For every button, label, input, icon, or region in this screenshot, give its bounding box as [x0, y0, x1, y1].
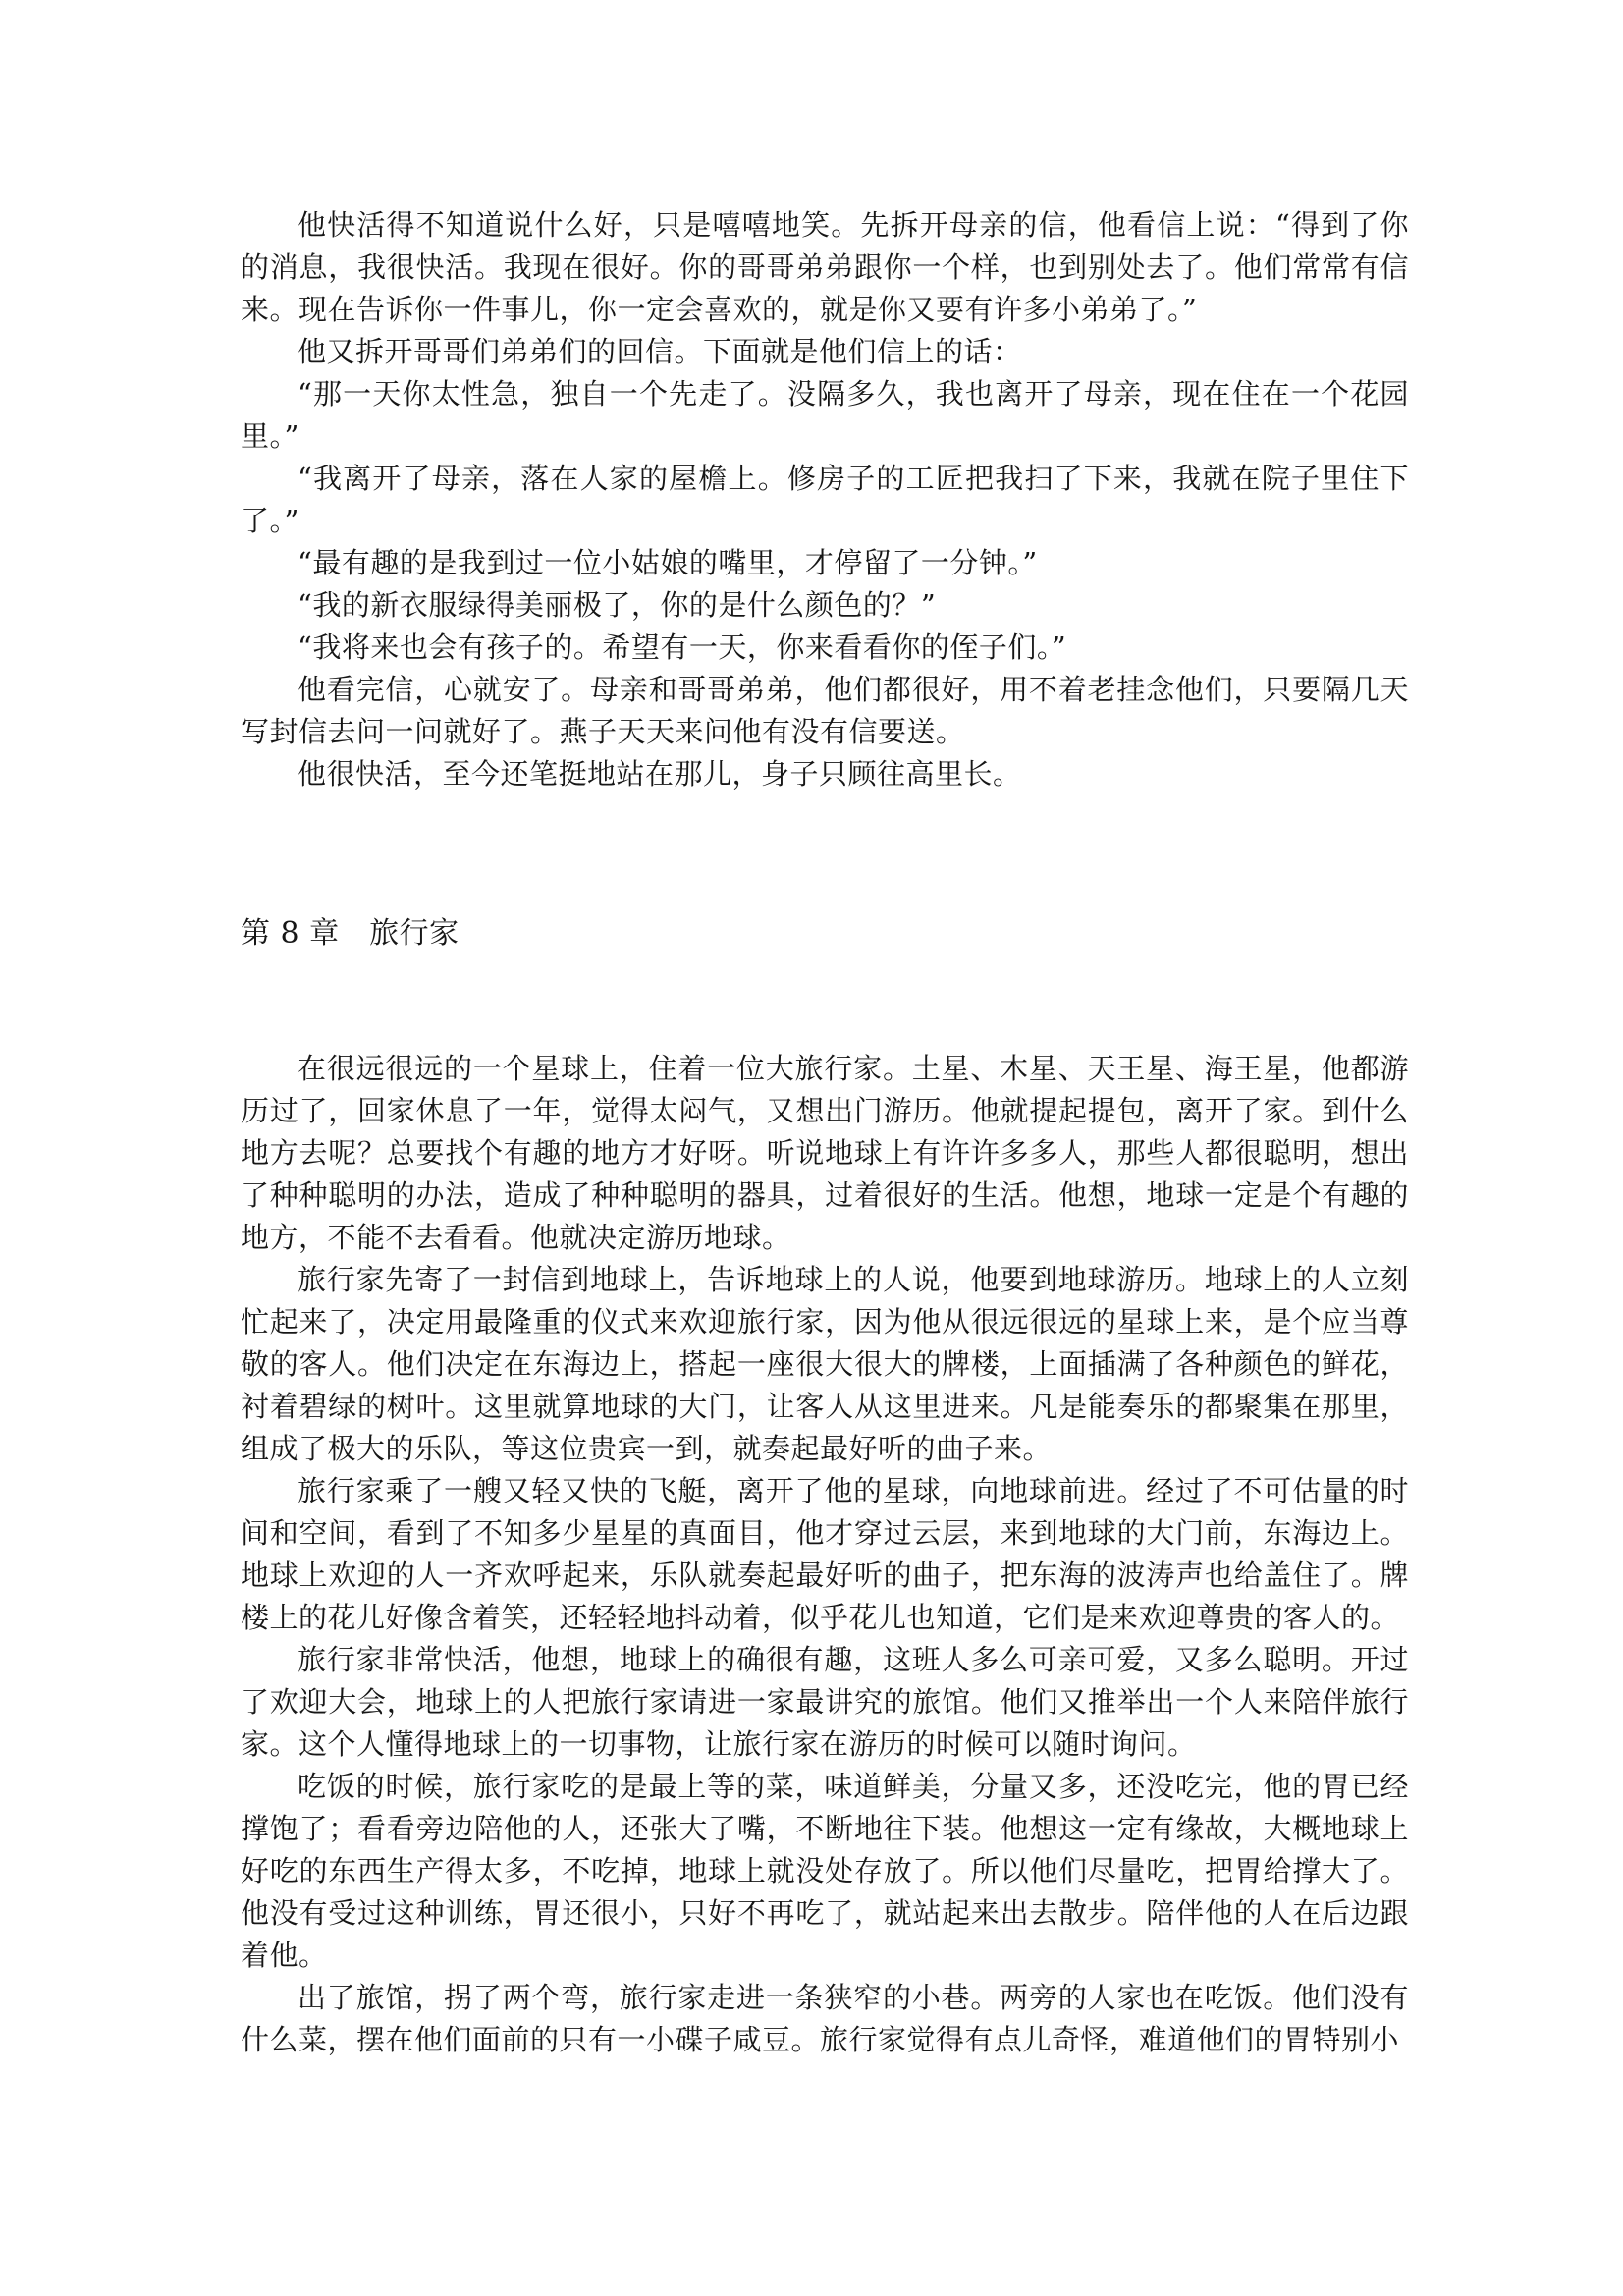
paragraph: 在很远很远的一个星球上，住着一位大旅行家。土星、木星、天王星、海王星，他都游历过了，回家休息了一年，觉得太闷气，又想出门游历。他就提起提包，离开了家。到什么地方去呢？总要找个有趣的地方才好呀。听说地球上有许许多多人，那些人都很聪明，想出了种种聪明的办法，造成了种种聪明的器具，过着很好的生活。他想，地球一定是个有趣的地方，不能不去看看。他就决定游历地球。	[241, 1052, 1409, 1254]
paragraph: 旅行家先寄了一封信到地球上，告诉地球上的人说，他要到地球游历。地球上的人立刻忙起来了，决定用最隆重的仪式来欢迎旅行家，因为他从很远很远的星球上来，是个应当尊敬的客人。他们决定在东海边上，搭起一座很大很大的牌楼，上面插满了各种颜色的鲜花，衬着碧绿的树叶。这里就算地球的大门，让客人从这里进来。凡是能奏乐的都聚集在那里，组成了极大的乐队，等这位贵宾一到，就奏起最好听的曲子来。	[241, 1263, 1409, 1465]
paragraph: “那一天你太性急，独自一个先走了。没隔多久，我也离开了母亲，现在住在一个花园里。”	[241, 377, 1409, 453]
paragraph: “我离开了母亲，落在人家的屋檐上。修房子的工匠把我扫了下来，我就在院子里住下了。”	[241, 462, 1409, 537]
paragraph: 他看完信，心就安了。母亲和哥哥弟弟，他们都很好，用不着老挂念他们，只要隔几天写封信去问一问就好了。燕子天天来问他有没有信要送。	[241, 673, 1409, 748]
paragraph: 他很快活，至今还笔挺地站在那儿，身子只顾往高里长。	[298, 757, 1022, 791]
paragraph: “最有趣的是我到过一位小姑娘的嘴里，才停留了一分钟。”	[298, 546, 1038, 579]
chapter-heading: 第 8 章 旅行家	[241, 916, 460, 951]
paragraph: “我的新衣服绿得美丽极了，你的是什么颜色的？”	[298, 588, 937, 622]
paragraph: 旅行家乘了一艘又轻又快的飞艇，离开了他的星球，向地球前进。经过了不可估量的时间和空间，看到了不知多少星星的真面目，他才穿过云层，来到地球的大门前，东海边上。地球上欢迎的人一齐欢呼起来，乐队就奏起最好听的曲子，把东海的波涛声也给盖住了。牌楼上的花儿好像含着笑，还轻轻地抖动着，似乎花儿也知道，它们是来欢迎尊贵的客人的。	[241, 1474, 1409, 1634]
paragraph: “我将来也会有孩子的。希望有一天，你来看看你的侄子们。”	[298, 630, 1067, 664]
paragraph: 他又拆开哥哥们弟弟们的回信。下面就是他们信上的话：	[298, 335, 1022, 368]
paragraph: 旅行家非常快活，他想，地球上的确很有趣，这班人多么可亲可爱，又多么聪明。开过了欢迎大会，地球上的人把旅行家请进一家最讲究的旅馆。他们又推举出一个人来陪伴旅行家。这个人懂得地球上的一切事物，让旅行家在游历的时候可以随时询问。	[241, 1643, 1409, 1761]
paragraph: 他快活得不知道说什么好，只是嘻嘻地笑。先拆开母亲的信，他看信上说：“得到了你的消息，我很快活。我现在很好。你的哥哥弟弟跟你一个样，也到别处去了。他们常常有信来。现在告诉你一件事儿，你一定会喜欢的，就是你又要有许多小弟弟了。”	[241, 208, 1409, 326]
paragraph: 吃饭的时候，旅行家吃的是最上等的菜，味道鲜美，分量又多，还没吃完，他的胃已经撑饱了；看看旁边陪他的人，还张大了嘴，不断地往下装。他想这一定有缘故，大概地球上好吃的东西生产得太多，不吃掉，地球上就没处存放了。所以他们尽量吃，把胃给撑大了。他没有受过这种训练，胃还很小，只好不再吃了，就站起来出去散步。陪伴他的人在后边跟着他。	[241, 1770, 1409, 1972]
page-text-block	[241, 204, 1409, 2061]
paragraph: 出了旅馆，拐了两个弯，旅行家走进一条狭窄的小巷。两旁的人家也在吃饭。他们没有什么菜，摆在他们面前的只有一小碟子咸豆。旅行家觉得有点儿奇怪，难道他们的胃特别小	[241, 1981, 1409, 2056]
